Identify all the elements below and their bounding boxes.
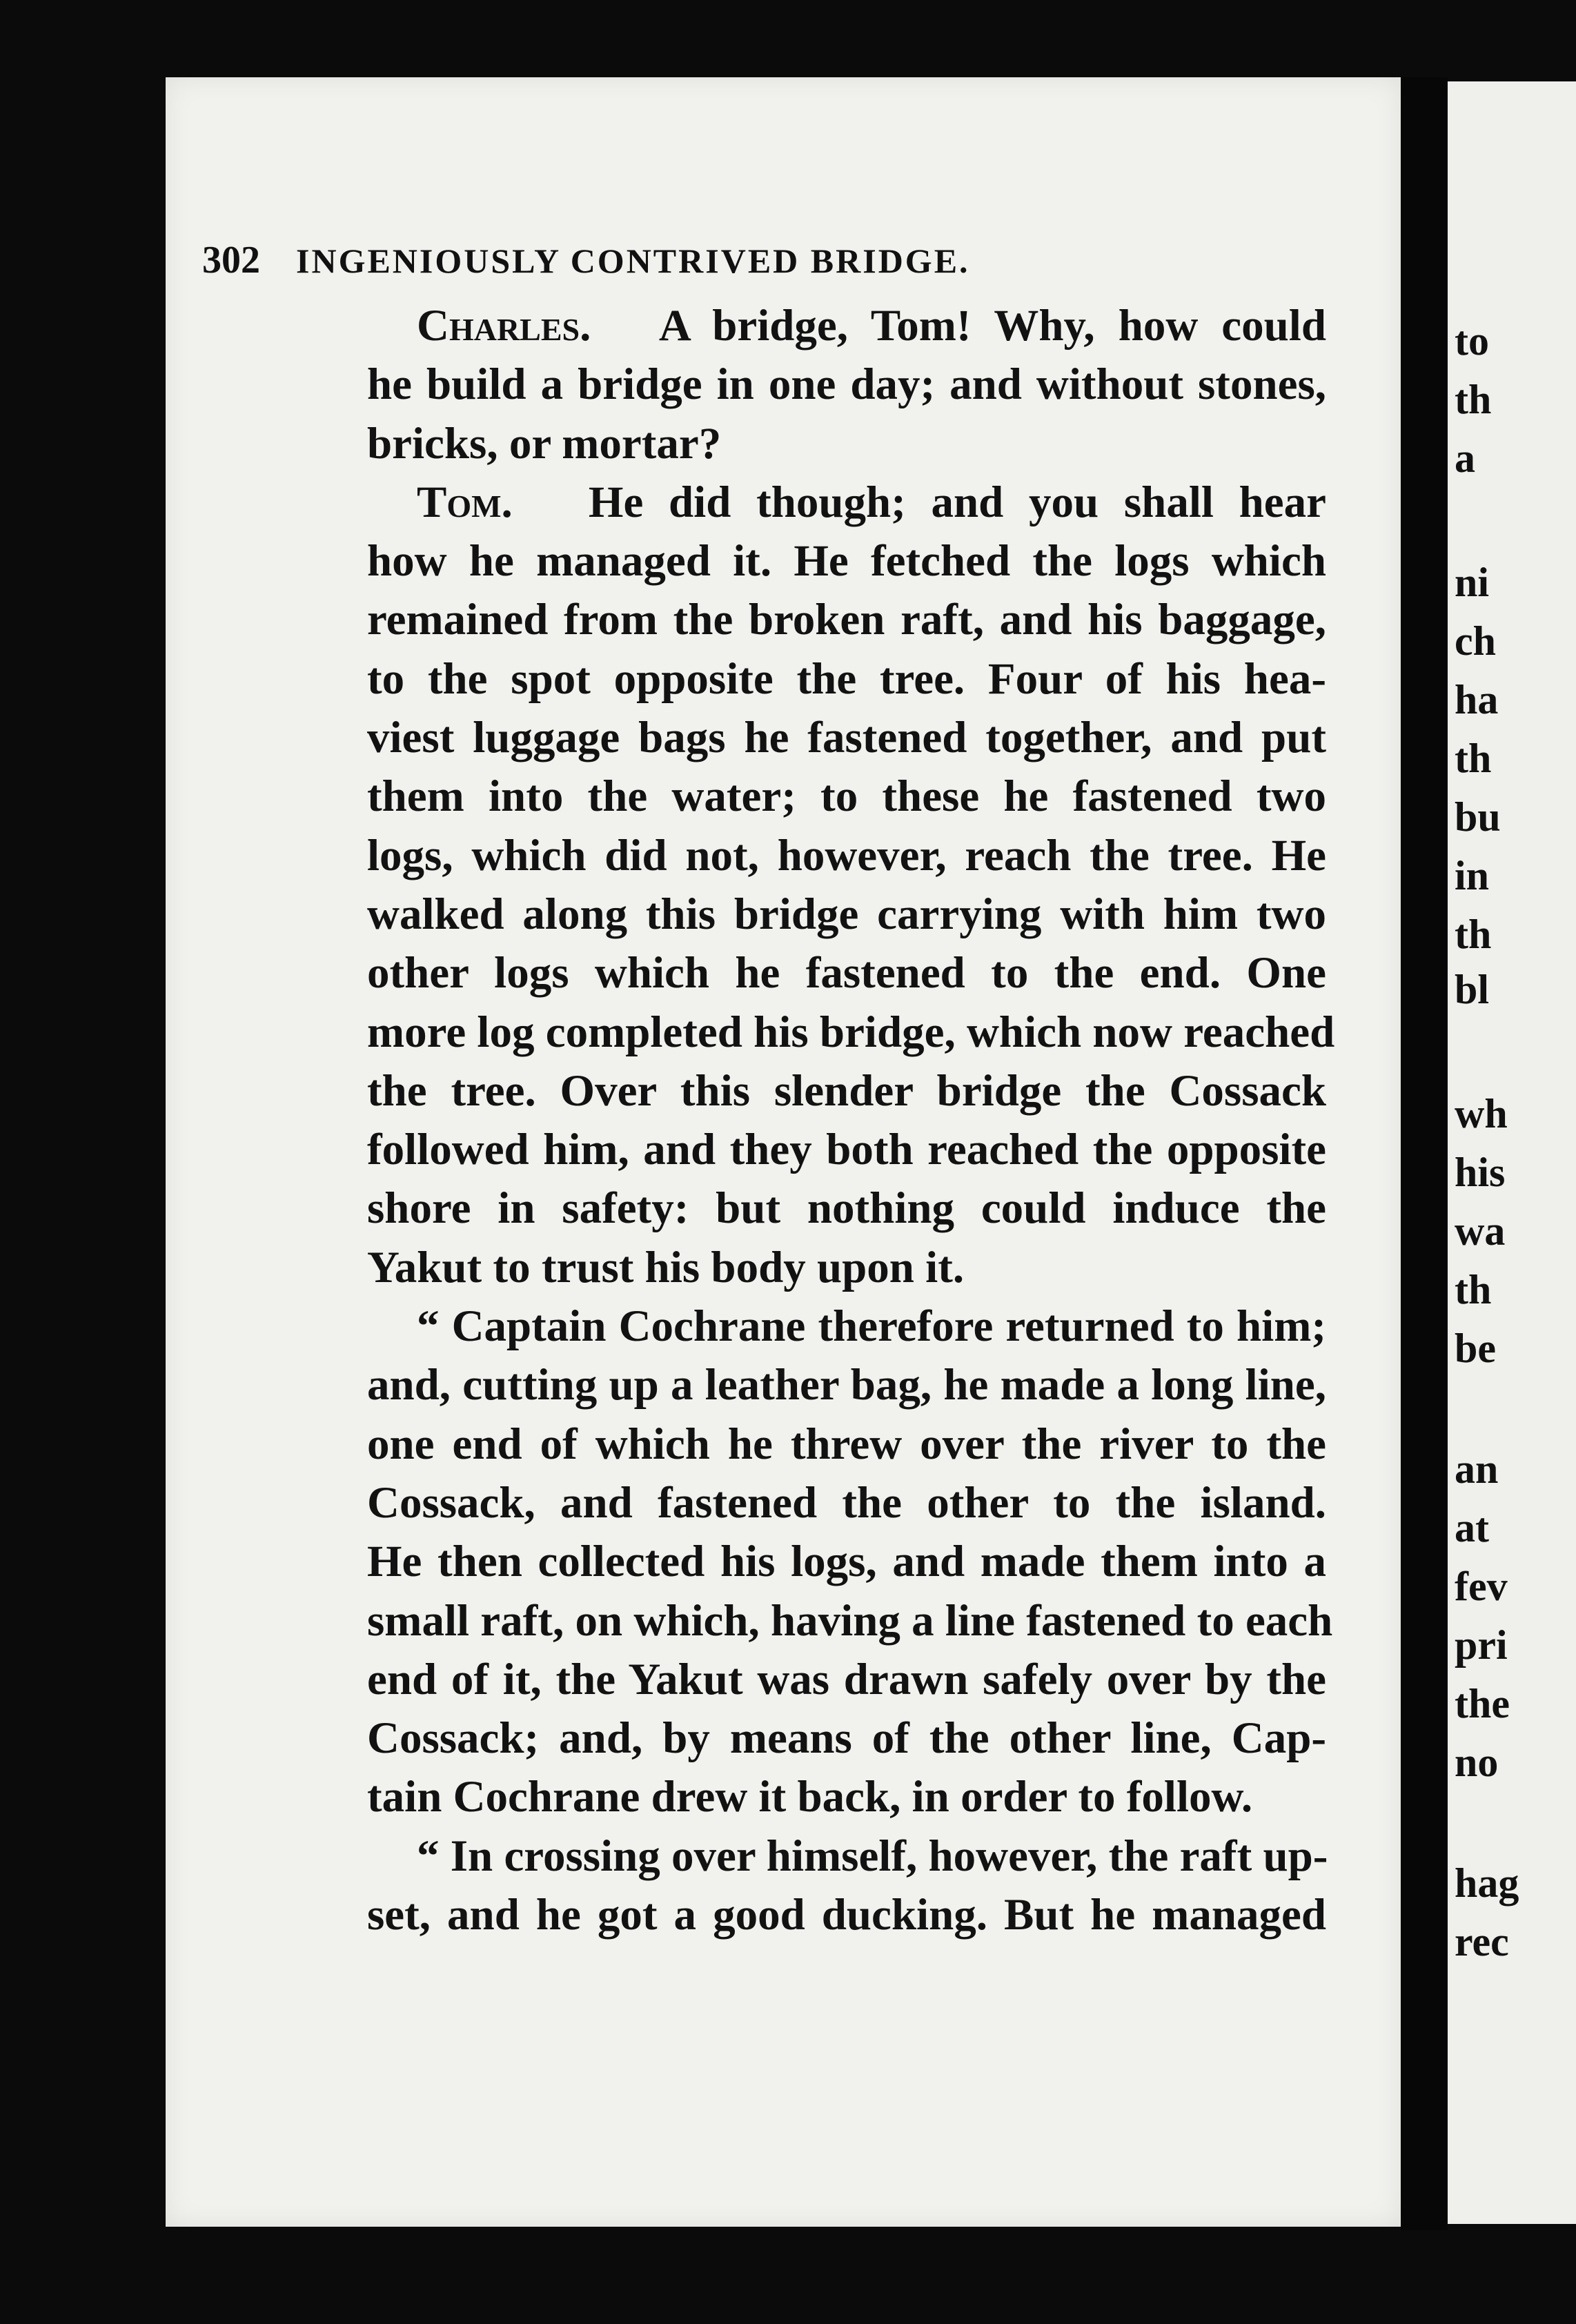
facing-page-fragment: no (1455, 1740, 1499, 1785)
facing-page-fragment: hag (1455, 1860, 1519, 1906)
text-line: set, and he got a good ducking. But he managed (367, 1890, 1326, 1940)
text-line: Cossack, and fastened the other to the island. (367, 1477, 1326, 1528)
facing-page-fragment: bu (1455, 794, 1501, 840)
facing-page-fragment: pri (1455, 1622, 1508, 1668)
facing-page-fragment: ha (1455, 677, 1499, 722)
book-gutter (1401, 77, 1448, 2230)
speaker-name: Charles. (417, 301, 591, 351)
facing-page-fragment: a (1455, 435, 1475, 481)
text-line: more log completed his bridge, which now reached (367, 1007, 1335, 1057)
text-line: “ Captain Cochrane therefore returned to him; (417, 1301, 1326, 1352)
facing-page-fragment: wh (1455, 1091, 1508, 1136)
facing-page-fragment: bl (1455, 967, 1490, 1012)
facing-page-fragment: th (1455, 1267, 1492, 1312)
text-line: he build a bridge in one day; and without stones, (367, 360, 1326, 410)
facing-page-fragment: his (1455, 1150, 1506, 1195)
facing-page-fragment: the (1455, 1681, 1510, 1726)
text-line: and, cutting up a leather bag, he made a long line, (367, 1360, 1326, 1410)
speaker-name: Tom. (417, 477, 513, 527)
text-line: “ In crossing over himself, however, the raft up- (417, 1831, 1328, 1881)
text-line: one end of which he threw over the river to the (367, 1419, 1326, 1469)
page-number: 302 (202, 239, 260, 282)
text-line: Cossack; and, by means of the other line, Cap- (367, 1713, 1326, 1764)
facing-page-fragment: th (1455, 377, 1492, 422)
text-line: to the spot opposite the tree. Four of his hea- (367, 653, 1326, 704)
facing-page-fragment: ch (1455, 618, 1496, 664)
text-line: Tom. He did though; and you shall hear (417, 477, 1327, 527)
facing-page-fragment: th (1455, 912, 1492, 957)
text-line: viest luggage bags he fastened together, and put (367, 713, 1326, 763)
facing-page-fragment: ni (1455, 560, 1490, 605)
text-line: how he managed it. He fetched the logs which (367, 536, 1326, 587)
text-line: them into the water; to these he fastened two (367, 771, 1326, 822)
facing-page-fragment: an (1455, 1446, 1499, 1492)
text-line: Yakut to trust his body upon it. (367, 1242, 965, 1292)
text-line: logs, which did not, however, reach the tree. He (367, 830, 1326, 880)
facing-page-fragment: fev (1455, 1564, 1508, 1609)
page-body-text (367, 297, 1335, 1944)
text-line: end of it, the Yakut was drawn safely over by the (367, 1654, 1326, 1704)
text-line: bricks, or mortar? (367, 418, 722, 469)
text-line: tain Cochrane drew it back, in order to follow. (367, 1772, 1253, 1822)
facing-page-fragment: be (1455, 1326, 1496, 1371)
text-line: shore in safety: but nothing could induce the (367, 1183, 1326, 1234)
text-line: He then collected his logs, and made them into a (367, 1537, 1326, 1587)
facing-page-fragment: at (1455, 1505, 1489, 1550)
facing-page-fragment: th (1455, 736, 1492, 781)
text-line: the tree. Over this slender bridge the Cossack (367, 1065, 1326, 1116)
facing-page-fragment: in (1455, 853, 1490, 898)
facing-page-fragment: rec (1455, 1919, 1509, 1964)
text-line: other logs which he fastened to the end. One (367, 948, 1326, 998)
facing-page-fragment: wa (1455, 1208, 1506, 1254)
text-line: walked along this bridge carrying with him two (367, 889, 1326, 939)
running-header (202, 238, 1210, 282)
facing-page-fragment: to (1455, 318, 1489, 364)
text-line: followed him, and they both reached the opposite (367, 1125, 1326, 1175)
text-line: Charles. A bridge, Tom! Why, how could (417, 301, 1327, 351)
text-line: small raft, on which, having a line fastened to each (367, 1595, 1333, 1646)
running-head-title: INGENIOUSLY CONTRIVED BRIDGE. (296, 242, 970, 280)
text-line: remained from the broken raft, and his baggage, (367, 595, 1326, 645)
